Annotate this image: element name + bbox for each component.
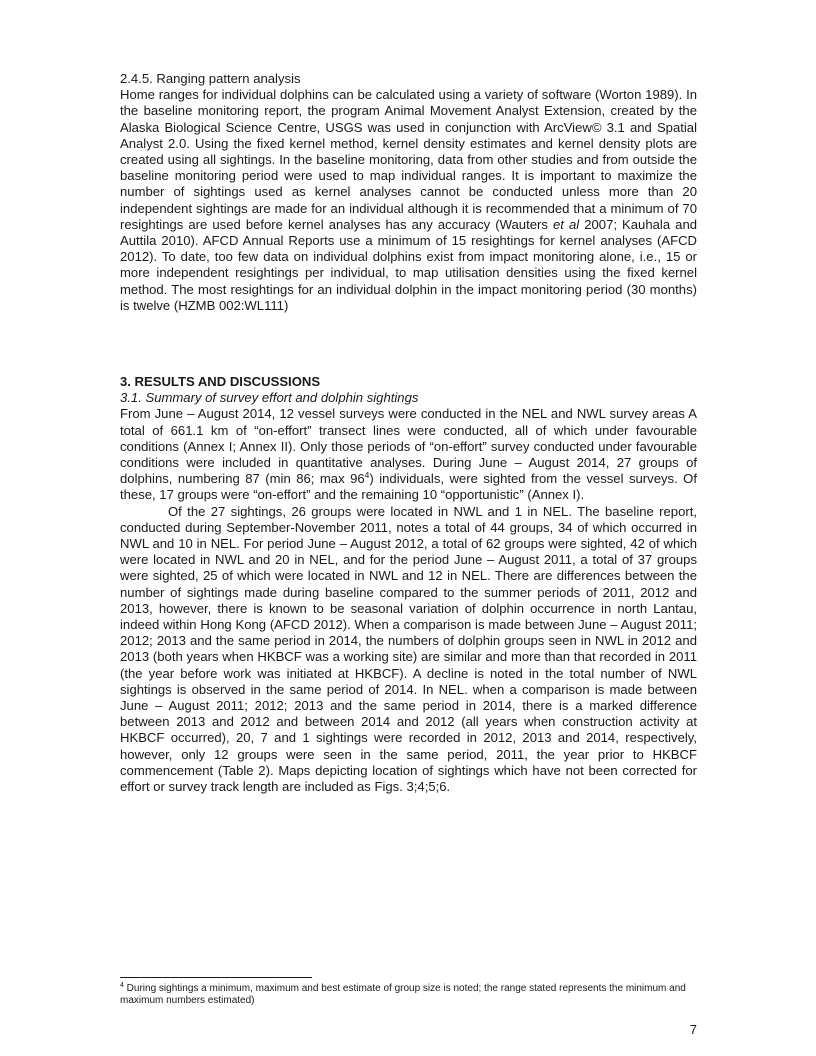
body-paragraph (120, 87, 697, 314)
page-number: 7 (689, 1022, 697, 1037)
body-paragraph: Of the 27 sightings, 26 groups were located in NWL and 1 in NEL. The baseline report, conducted during September-November 2011, notes a total of 44 groups, 34 of which occurred in NWL and 10 in NEL. For period June – August 2012, a total of 62 groups were sighted, 42 of which were located in NWL and 20 in NEL, and for the period June – August 2011, a total of 37 groups were sighted, 25 of which were located in NWL and 12 in NEL. There are differences between the number of sightings made during baseline compared to the summer periods of 2011, 2012 and 2013, however, there is known to be seasonal variation of dolphin occurrence in north Lantau, indeed within Hong Kong (AFCD 2012). When a comparison is made between June – August 2011; 2012; 2013 and the same period in 2014, the numbers of dolphin groups seen in NWL in 2012 and 2013 (both years when HKBCF was a working site) are similar and more than that recorded in 2011 (the year before work was initiated at HKBCF). A decline is noted in the total number of NWL sightings is observed in the same period of 2014. In NEL. when a comparison is made between June – August 2011; 2012; 2013 and the same period in 2014, there is a marked difference between 2013 and 2012 and between 2014 and 2012 (all years when construction activity at HKBCF occurred), 20, 7 and 1 sightings were recorded in 2012, 2013 and 2014, respectively, however, only 12 groups were seen in the same period, 2011, the year prior to HKBCF commencement (Table 2). Maps depicting location of sightings which have not been corrected for effort or survey track length are included as Figs. 3;4;5;6. (120, 503, 697, 795)
footnote-marker: 4 (120, 982, 124, 989)
section-ranging-pattern-analysis (120, 71, 697, 314)
paragraph-text: ) individuals, were sighted from the vessel surveys. Of these, 17 groups were “on-effort” and the remaining 10 “opportunistic” (Annex I). (120, 471, 697, 503)
footnote-divider (120, 977, 312, 978)
paragraph-text: From June – August 2014, 12 vessel surveys were conducted in the NEL and NWL survey areas A total of 661.1 km of “on-effort” transect lines were conducted, all of which under favourable conditions (Annex I; Annex II). Only those periods of “on-effort” survey conducted under favourable conditions were included in quantitative analyses. During June – August 2014, 27 groups of dolphins, numbering 87 (min 86; max 96 (120, 406, 697, 487)
paragraph-text: Home ranges for individual dolphins can be calculated using a variety of software (Worton 1989). In the baseline monitoring report, the program Animal Movement Analyst Extension, created by the Alaska Biological Science Centre, USGS was used in conjunction with ArcView© 3.1 and Spatial Analyst 2.0. Using the fixed kernel method, kernel density estimates and kernel density plots are created using all sightings. In the baseline monitoring, data from other studies and from outside the baseline monitoring period were used to map individual ranges. It is important to maximize the number of sightings used as kernel analyses cannot be conducted unless more than 20 independent sightings are made for an individual although it is recommended that a minimum of 70 resightings are used before kernel analyses has any accuracy (Wauters (120, 87, 697, 232)
subsection-heading: 3.1. Summary of survey effort and dolphin sightings (120, 390, 419, 406)
footnote (120, 983, 697, 1008)
body-paragraph (120, 406, 697, 503)
footnote-text: During sightings a minimum, maximum and best estimate of group size is noted; the range stated represents the minimum and maximum numbers estimated) (120, 983, 686, 1007)
section-heading: 3. RESULTS AND DISCUSSIONS (120, 374, 321, 389)
paragraph-text: 2007; Kauhala and Auttila 2010). AFCD Annual Reports use a minimum of 15 resightings for kernel analyses (AFCD 2012). To date, too few data on individual dolphins exist from impact monitoring alone, i.e., 15 or more independent resightings per individual, to map utilisation densities using the fixed kernel method. The most resightings for an individual dolphin in the impact monitoring period (30 months) is twelve (HZMB 002:WL111) (120, 216, 698, 313)
section-heading: 2.4.5. Ranging pattern analysis (120, 71, 301, 86)
section-results-and-discussions (120, 374, 697, 795)
footnote-reference[interactable]: 4 (364, 470, 370, 481)
italic-citation: et al (552, 216, 580, 232)
